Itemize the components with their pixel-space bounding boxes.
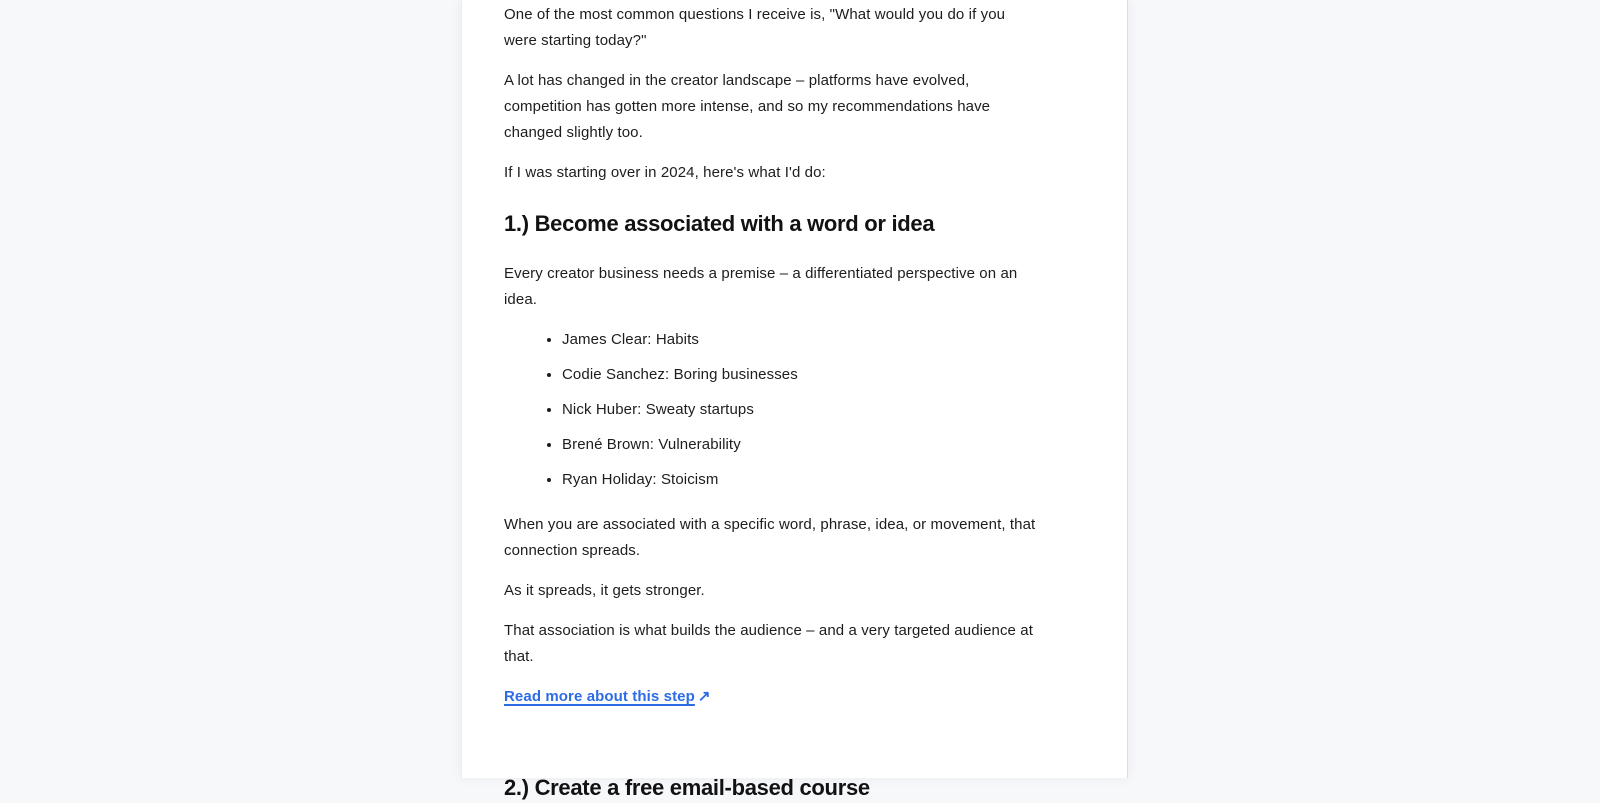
read-more-label: Read more about this step [504,688,695,705]
list-item: • Brené Brown: Vulnerability [562,432,1041,458]
list-item: • Codie Sanchez: Boring businesses [562,362,1041,388]
article-card [461,0,1128,800]
section-1-heading: 1.) Become associated with a word or idea [504,211,935,236]
section-2-heading: 2.) Create a free email-based course [504,775,870,800]
read-more-row [504,684,1041,710]
section-1-paragraph-2: As it spreads, it gets stronger. [504,582,705,599]
section-1-paragraph-1: When you are associated with a specific word, phrase, idea, or movement, that connection spreads. [504,516,1036,559]
list-item: • Nick Huber: Sweaty startups [562,397,1041,423]
section-1-paragraph-3: That association is what builds the audience – and a very targeted audience at that. [504,622,1033,665]
intro-paragraph-2: A lot has changed in the creator landscape – platforms have evolved, competition has gotten more intense, and so my recommendations have changed slightly too. [504,72,991,141]
intro-paragraph-1: One of the most common questions I receive is, "What would you do if you were starting today?" [504,6,1006,49]
section-1-lead-paragraph: Every creator business needs a premise – a differentiated perspective on an idea. [504,265,1018,308]
list-item: • Ryan Holiday: Stoicism [562,467,1041,493]
read-more-link[interactable] [504,688,711,705]
intro-paragraph-3: If I was starting over in 2024, here's what I'd do: [504,164,826,181]
external-link-arrow-icon: ↗ [697,688,711,705]
creator-examples-list [504,327,1041,493]
list-item: • James Clear: Habits [562,327,1041,353]
